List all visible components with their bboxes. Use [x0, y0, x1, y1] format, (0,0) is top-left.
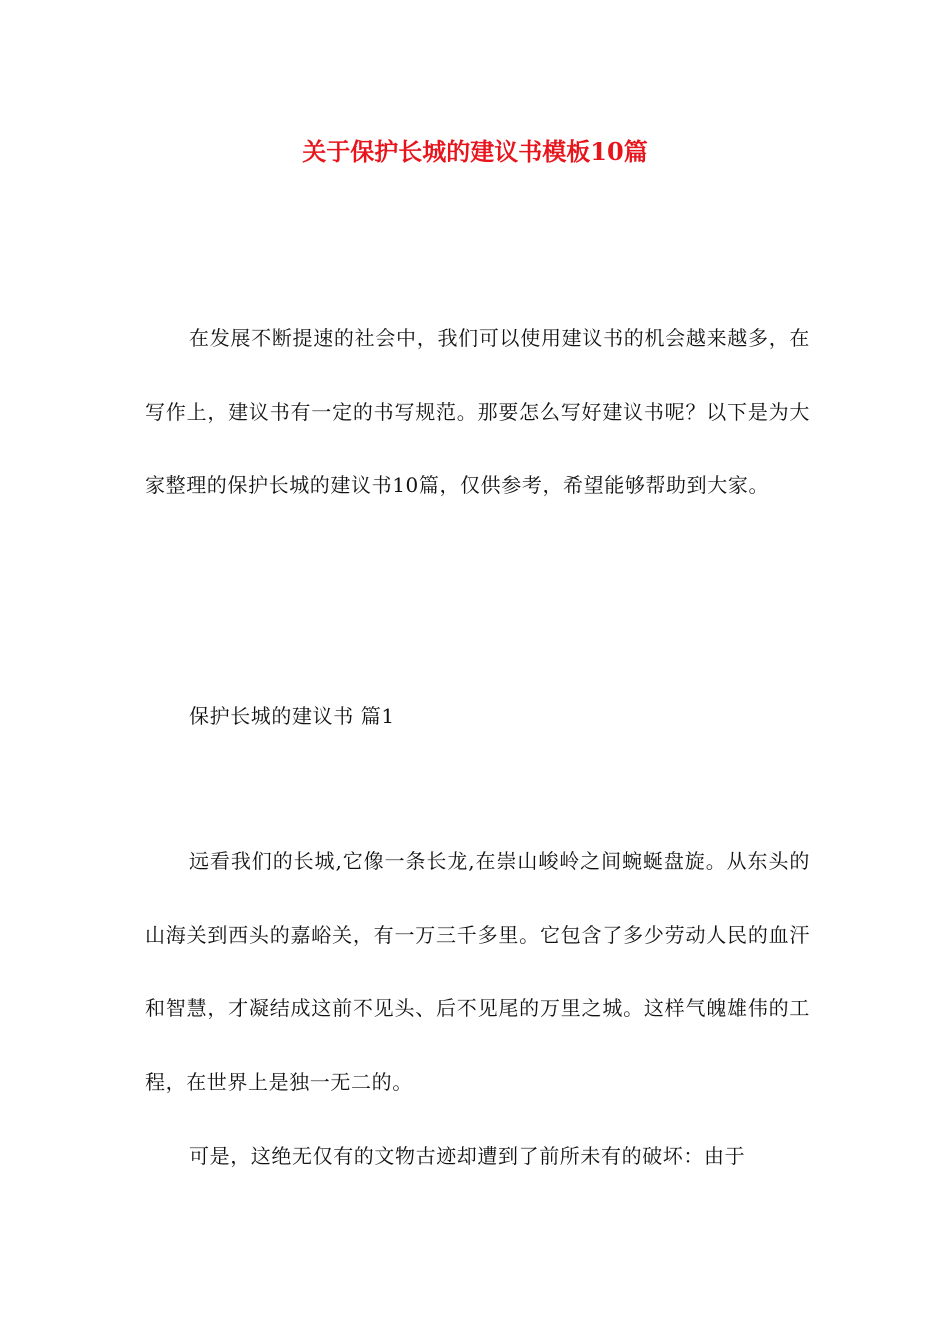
document-title: 关于保护长城的建议书模板10篇	[302, 137, 648, 166]
intro-paragraph: 在发展不断提速的社会中，我们可以使用建议书的机会越来越多，在写作上，建议书有一定的书写规范。那要怎么写好建议书呢？以下是为大家整理的保护长城的建议书10篇，仅供参考，希望能够帮助到大家。	[145, 326, 810, 497]
body-paragraph-1: 远看我们的长城,它像一条长龙,在崇山峻岭之间蜿蜒盘旋。从东头的山海关到西头的嘉峪关，有一万三千多里。它包含了多少劳动人民的血汗和智慧，才凝结成这前不见头、后不见尾的万里之城。这样气魄雄伟的工程，在世界上是独一无二的。	[145, 849, 810, 1094]
section-heading: 保护长城的建议书 篇1	[189, 704, 395, 728]
body-paragraph-2: 可是，这绝无仅有的文物古迹却遭到了前所未有的破坏：由于	[189, 1144, 746, 1168]
